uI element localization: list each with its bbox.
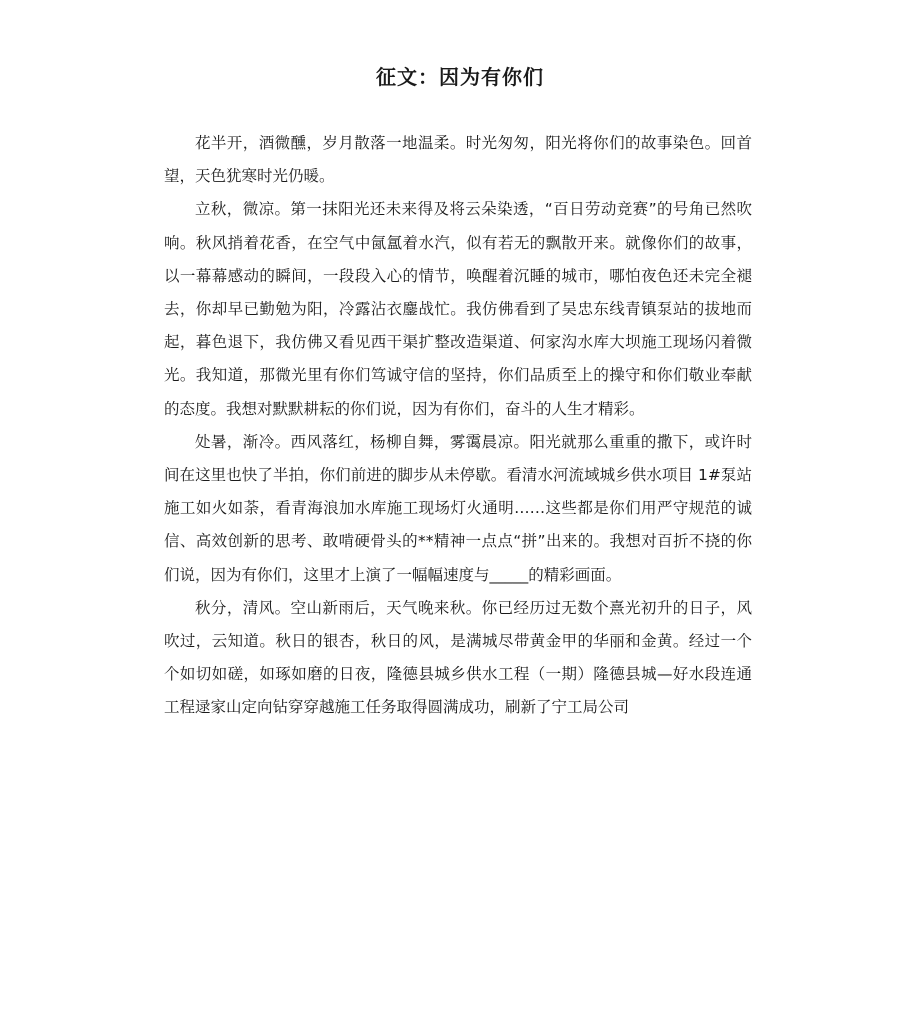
- document-title: 征文：因为有你们: [376, 65, 544, 89]
- paragraph-liqiu: 立秋，微凉。第一抹阳光还未来得及将云朵染透，“百日劳动竞赛”的号角已然吹响。秋风捎着花香，在空气中氤氲着水汽，似有若无的飘散开来。就像你们的故事，以一幕幕感动的瞬间，一段段入心的情节，唤醒着沉睡的城市，哪怕夜色还未完全褪去，你却早已勤勉为阳，冷露沾衣鏖战忙。我仿佛看到了吴忠东线青镇泵站的拔地而起，暮色退下，我仿佛又看见西干渠扩整改造渠道、何家沟水库大坝施工现场闪着微光。我知道，那微光里有你们笃诚守信的坚持，你们品质至上的操守和你们敬业奉献的态度。我想对默默耕耘的你们说，因为有你们，奋斗的人生才精彩。: [164, 200, 752, 418]
- paragraph-intro: 花半开，酒微醺，岁月散落一地温柔。时光匆匆，阳光将你们的故事染色。回首望，天色犹寒时光仍暖。: [164, 134, 752, 186]
- paragraph-chushu: 处暑，渐冷。西风落红，杨柳自舞，雾霭晨凉。阳光就那么重重的撒下，或许时间在这里也快了半拍，你们前进的脚步从未停歇。看清水河流域城乡供水项目 1#泵站施工如火如荼，看青海浪加水库施工现场灯火通明……这些都是你们用严守规范的诚信、高效创新的思考、敢啃硬骨头的**精神一点点“拼”出来的。我想对百折不挠的你们说，因为有你们，这里才上演了一幅幅速度与_____的精彩画面。: [164, 432, 752, 584]
- paragraph-qiufen: 秋分，清风。空山新雨后，天气晚来秋。你已经历过无数个熹光初升的日子，风吹过，云知道。秋日的银杏，秋日的风，是满城尽带黄金甲的华丽和金黄。经过一个个如切如磋，如琢如磨的日夜，隆德县城乡供水工程（一期）隆德县城—好水段连通工程逯家山定向钻穿穿越施工任务取得圆满成功，刷新了宁工局公司: [164, 598, 752, 717]
- document-body: [164, 127, 752, 725]
